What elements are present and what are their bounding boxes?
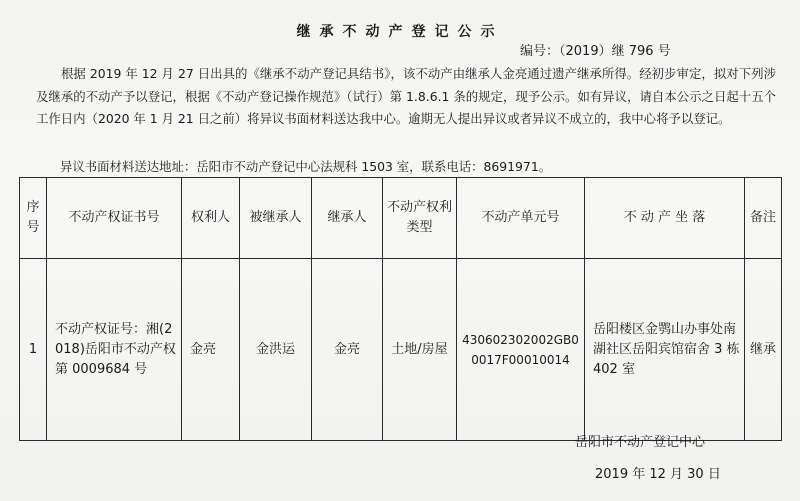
registration-table [19, 177, 782, 441]
header-owner: 权利人 [182, 178, 240, 259]
header-unit-number: 不动产单元号 [457, 178, 585, 259]
cell-unit-number: 430602302002GB00017F00010014 [457, 259, 585, 441]
cell-right-type: 土地/房屋 [383, 259, 457, 441]
table-row [20, 259, 782, 441]
cell-seq: 1 [20, 259, 47, 441]
cell-heir: 金亮 [312, 259, 383, 441]
notice-body: 根据 2019 年 12 月 27 日出具的《继承不动产登记具结书》，该不动产由继承人金亮通过遗产继承所得。经初步审定，拟对下列涉及继承的不动产予以登记，根据《不动产登记操作规范》（试行）第 1.8.6.1 条的规定，现予公示。如有异议，请自本公示之日起十五个工作日内（2020 年 1 月 21 日之前）将异议书面材料送达我中心。逾期无人提出异议或者异议不成立的，我中心将予以登记。 [36, 66, 776, 126]
header-heir: 继承人 [312, 178, 383, 259]
document-number: 编号：（2019）继 796 号 [520, 44, 671, 59]
header-location: 不 动 产 坐 落 [585, 178, 745, 259]
cell-remark: 继承 [745, 259, 782, 441]
header-remark: 备注 [745, 178, 782, 259]
header-seq: 序号 [20, 178, 47, 259]
table-header-row [20, 178, 782, 259]
objection-address: 异议书面材料送达地址：岳阳市不动产登记中心法规科 1503 室，联系电话：8691971。 [60, 159, 552, 174]
header-certificate-number: 不动产权证书号 [47, 178, 182, 259]
issuing-authority: 岳阳市不动产登记中心 [575, 435, 706, 450]
cell-decedent: 金洪运 [240, 259, 312, 441]
cell-owner: 金亮 [182, 259, 240, 441]
notice-title: 继承不动产登记公示 [296, 24, 504, 40]
cell-certificate-number: 不动产权证号：湘(2018)岳阳市不动产权第 0009684 号 [47, 259, 182, 441]
header-right-type: 不动产权利类型 [383, 178, 457, 259]
header-decedent: 被继承人 [240, 178, 312, 259]
cell-location: 岳阳楼区金鹗山办事处南湖社区岳阳宾馆宿舍 3 栋 402 室 [585, 259, 745, 441]
issue-date: 2019 年 12 月 30 日 [595, 467, 721, 482]
